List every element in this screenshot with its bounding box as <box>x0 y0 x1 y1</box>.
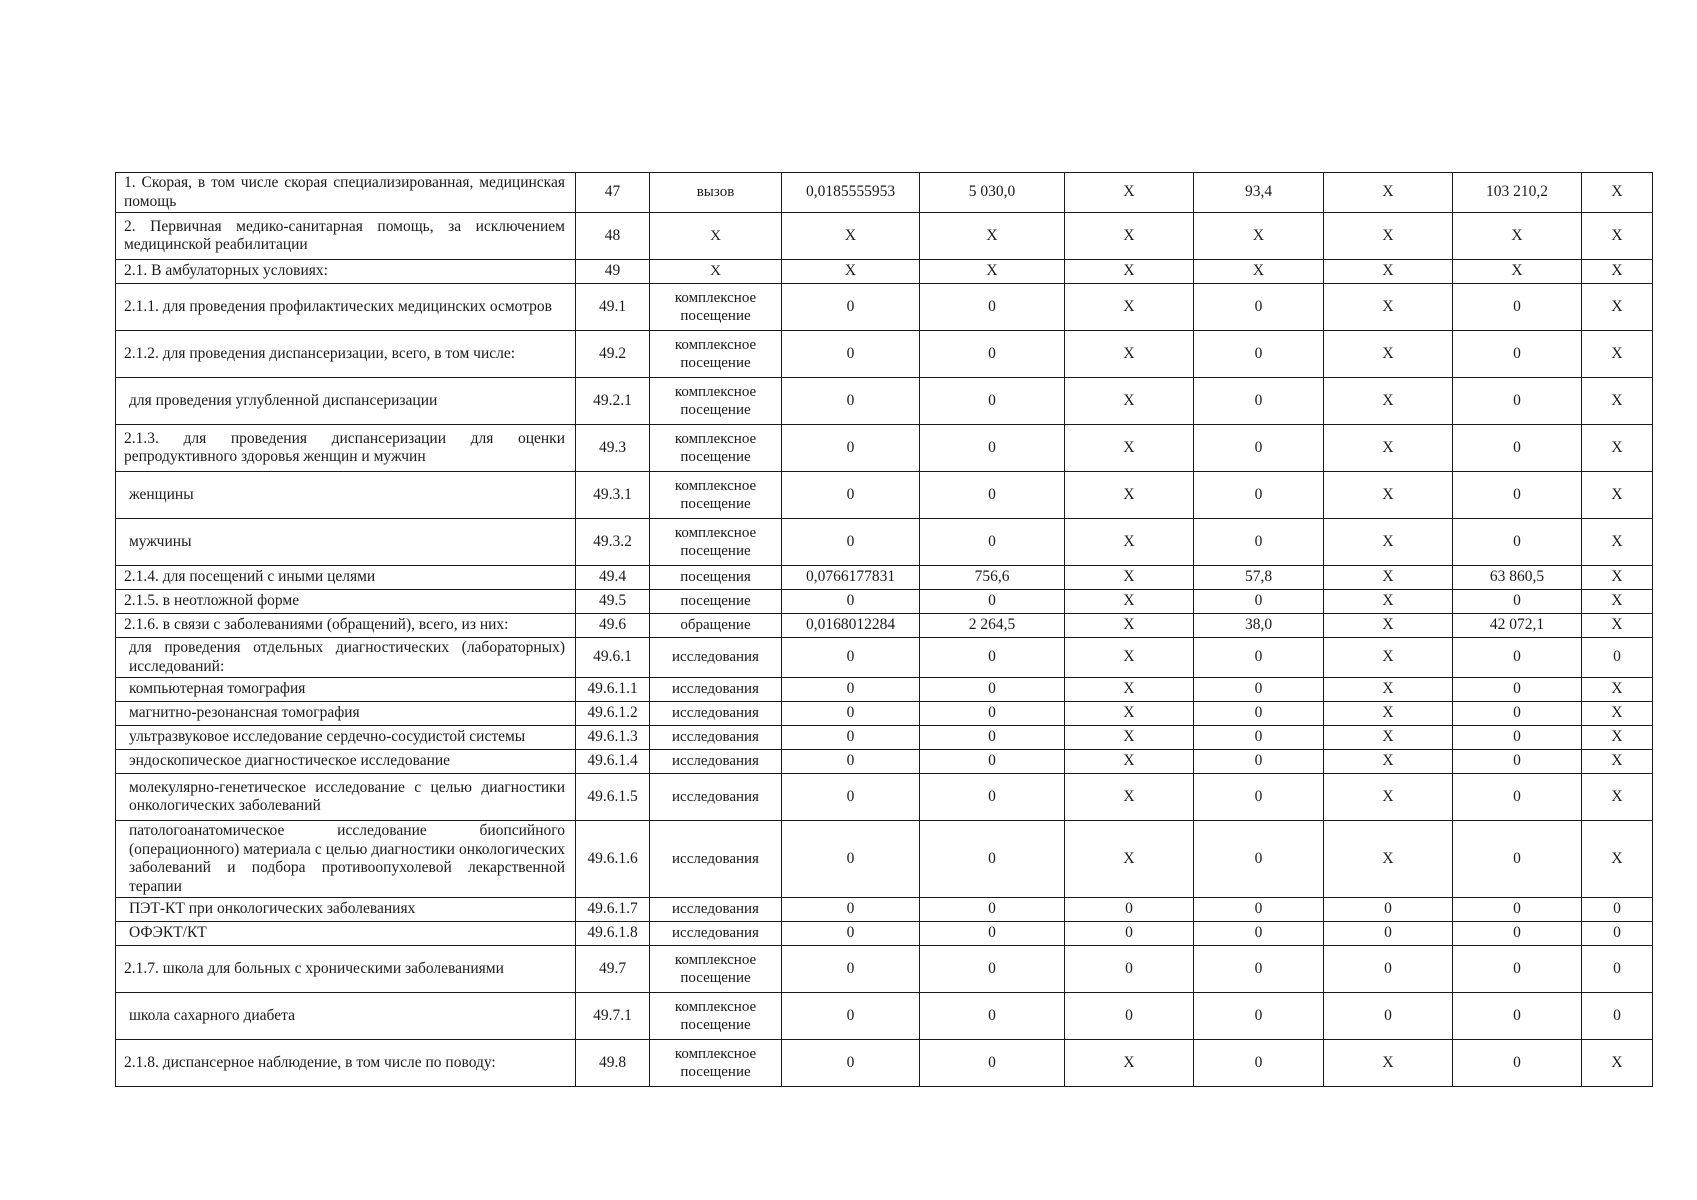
row-number-cell: 49.3 <box>576 425 650 472</box>
value-cell-6: X <box>1453 213 1582 260</box>
value-cell-6: 0 <box>1453 750 1582 774</box>
row-name-cell: женщины <box>116 472 576 519</box>
row-name-cell: 2. Первичная медико-санитарная помощь, за исключением медицинской реабилитации <box>116 213 576 260</box>
value-cell-5: X <box>1324 331 1453 378</box>
value-cell-7: X <box>1582 774 1653 821</box>
value-cell-2: 5 030,0 <box>920 173 1065 213</box>
value-cell-7: X <box>1582 1040 1653 1087</box>
value-cell-4: 0 <box>1194 425 1324 472</box>
value-cell-3: 0 <box>1065 993 1194 1040</box>
unit-cell: исследования <box>650 638 782 678</box>
row-name-cell: 2.1.5. в неотложной форме <box>116 590 576 614</box>
row-number-cell: 49.7.1 <box>576 993 650 1040</box>
value-cell-1: 0 <box>782 678 920 702</box>
value-cell-7: X <box>1582 173 1653 213</box>
unit-cell: комплексное посещение <box>650 519 782 566</box>
value-cell-4: 57,8 <box>1194 566 1324 590</box>
table-row <box>116 1040 1653 1087</box>
value-cell-2: 0 <box>920 993 1065 1040</box>
row-name-cell: мужчины <box>116 519 576 566</box>
table-row <box>116 284 1653 331</box>
row-number-cell: 49.6.1 <box>576 638 650 678</box>
value-cell-1: 0 <box>782 638 920 678</box>
value-cell-7: X <box>1582 260 1653 284</box>
value-cell-3: X <box>1065 638 1194 678</box>
row-name-cell: 2.1.1. для проведения профилактических медицинских осмотров <box>116 284 576 331</box>
row-name-cell: 2.1.4. для посещений с иными целями <box>116 566 576 590</box>
row-name-cell: 2.1.7. школа для больных с хроническими заболеваниями <box>116 946 576 993</box>
value-cell-1: 0 <box>782 1040 920 1087</box>
table-body <box>116 173 1653 1087</box>
value-cell-6: 0 <box>1453 590 1582 614</box>
value-cell-4: 0 <box>1194 946 1324 993</box>
row-name-cell: для проведения отдельных диагностических (лабораторных) исследований: <box>116 638 576 678</box>
value-cell-5: X <box>1324 614 1453 638</box>
value-cell-1: 0 <box>782 946 920 993</box>
table-row <box>116 590 1653 614</box>
table-row <box>116 774 1653 821</box>
row-number-cell: 49.6.1.2 <box>576 702 650 726</box>
row-number-cell: 49.6.1.7 <box>576 898 650 922</box>
row-name-cell: магнитно-резонансная томография <box>116 702 576 726</box>
unit-cell: посещение <box>650 590 782 614</box>
row-number-cell: 49 <box>576 260 650 284</box>
value-cell-7: X <box>1582 284 1653 331</box>
row-name-cell: для проведения углубленной диспансеризации <box>116 378 576 425</box>
value-cell-6: 0 <box>1453 946 1582 993</box>
value-cell-4: 0 <box>1194 331 1324 378</box>
value-cell-6: 0 <box>1453 1040 1582 1087</box>
value-cell-6: 63 860,5 <box>1453 566 1582 590</box>
unit-cell: исследования <box>650 702 782 726</box>
unit-cell: комплексное посещение <box>650 946 782 993</box>
value-cell-1: 0 <box>782 922 920 946</box>
value-cell-2: 0 <box>920 821 1065 898</box>
value-cell-7: X <box>1582 590 1653 614</box>
unit-cell: комплексное посещение <box>650 472 782 519</box>
value-cell-1: 0 <box>782 590 920 614</box>
value-cell-7: 0 <box>1582 993 1653 1040</box>
value-cell-1: 0 <box>782 378 920 425</box>
value-cell-6: 0 <box>1453 774 1582 821</box>
row-name-cell: 2.1.2. для проведения диспансеризации, всего, в том числе: <box>116 331 576 378</box>
row-number-cell: 49.6.1.3 <box>576 726 650 750</box>
unit-cell: исследования <box>650 821 782 898</box>
value-cell-5: X <box>1324 821 1453 898</box>
value-cell-6: 0 <box>1453 331 1582 378</box>
value-cell-4: X <box>1194 213 1324 260</box>
value-cell-3: X <box>1065 260 1194 284</box>
unit-cell: комплексное посещение <box>650 425 782 472</box>
unit-cell: X <box>650 213 782 260</box>
value-cell-7: 0 <box>1582 638 1653 678</box>
row-number-cell: 49.6.1.8 <box>576 922 650 946</box>
row-number-cell: 49.5 <box>576 590 650 614</box>
value-cell-2: 0 <box>920 284 1065 331</box>
medical-volume-table <box>115 172 1653 1087</box>
value-cell-6: 0 <box>1453 678 1582 702</box>
value-cell-2: 0 <box>920 922 1065 946</box>
value-cell-6: 0 <box>1453 425 1582 472</box>
value-cell-3: X <box>1065 173 1194 213</box>
row-number-cell: 49.7 <box>576 946 650 993</box>
value-cell-2: 0 <box>920 638 1065 678</box>
row-name-cell: ОФЭКТ/КТ <box>116 922 576 946</box>
value-cell-3: X <box>1065 750 1194 774</box>
value-cell-2: 0 <box>920 331 1065 378</box>
value-cell-3: X <box>1065 678 1194 702</box>
value-cell-5: X <box>1324 213 1453 260</box>
value-cell-7: X <box>1582 614 1653 638</box>
value-cell-1: 0 <box>782 993 920 1040</box>
value-cell-5: 0 <box>1324 898 1453 922</box>
value-cell-5: 0 <box>1324 993 1453 1040</box>
table-row <box>116 260 1653 284</box>
value-cell-4: 0 <box>1194 702 1324 726</box>
value-cell-2: 0 <box>920 898 1065 922</box>
table-row <box>116 993 1653 1040</box>
row-number-cell: 49.6.1.5 <box>576 774 650 821</box>
unit-cell: исследования <box>650 774 782 821</box>
table-row <box>116 173 1653 213</box>
value-cell-6: 42 072,1 <box>1453 614 1582 638</box>
value-cell-4: 0 <box>1194 821 1324 898</box>
value-cell-4: 0 <box>1194 590 1324 614</box>
value-cell-7: X <box>1582 331 1653 378</box>
table-row <box>116 946 1653 993</box>
table-row <box>116 821 1653 898</box>
value-cell-2: 2 264,5 <box>920 614 1065 638</box>
value-cell-1: 0 <box>782 774 920 821</box>
value-cell-7: X <box>1582 821 1653 898</box>
unit-cell: обращение <box>650 614 782 638</box>
value-cell-6: 0 <box>1453 922 1582 946</box>
value-cell-6: 0 <box>1453 821 1582 898</box>
value-cell-7: 0 <box>1582 922 1653 946</box>
table-row <box>116 750 1653 774</box>
value-cell-4: 0 <box>1194 378 1324 425</box>
unit-cell: X <box>650 260 782 284</box>
value-cell-4: 0 <box>1194 678 1324 702</box>
row-number-cell: 49.6.1.4 <box>576 750 650 774</box>
value-cell-6: 0 <box>1453 472 1582 519</box>
row-number-cell: 49.3.1 <box>576 472 650 519</box>
value-cell-7: X <box>1582 678 1653 702</box>
value-cell-5: X <box>1324 774 1453 821</box>
value-cell-6: 0 <box>1453 638 1582 678</box>
row-name-cell: 2.1.3. для проведения диспансеризации для оценки репродуктивного здоровья женщин и мужчин <box>116 425 576 472</box>
value-cell-2: 0 <box>920 726 1065 750</box>
value-cell-3: X <box>1065 519 1194 566</box>
row-name-cell: 2.1. В амбулаторных условиях: <box>116 260 576 284</box>
value-cell-2: 0 <box>920 678 1065 702</box>
value-cell-2: 0 <box>920 378 1065 425</box>
value-cell-7: X <box>1582 472 1653 519</box>
value-cell-5: X <box>1324 678 1453 702</box>
value-cell-4: 0 <box>1194 284 1324 331</box>
value-cell-5: X <box>1324 566 1453 590</box>
unit-cell: исследования <box>650 898 782 922</box>
value-cell-1: 0 <box>782 726 920 750</box>
value-cell-3: X <box>1065 1040 1194 1087</box>
value-cell-5: X <box>1324 750 1453 774</box>
row-number-cell: 49.6.1.6 <box>576 821 650 898</box>
row-number-cell: 49.2 <box>576 331 650 378</box>
value-cell-5: X <box>1324 284 1453 331</box>
table-row <box>116 519 1653 566</box>
unit-cell: комплексное посещение <box>650 331 782 378</box>
table-row <box>116 614 1653 638</box>
document-page <box>115 172 1652 1087</box>
value-cell-1: X <box>782 260 920 284</box>
row-number-cell: 49.6.1.1 <box>576 678 650 702</box>
value-cell-4: 0 <box>1194 993 1324 1040</box>
value-cell-7: X <box>1582 425 1653 472</box>
value-cell-3: X <box>1065 614 1194 638</box>
value-cell-2: 0 <box>920 774 1065 821</box>
table-row <box>116 678 1653 702</box>
unit-cell: комплексное посещение <box>650 1040 782 1087</box>
value-cell-1: 0 <box>782 472 920 519</box>
table-row <box>116 922 1653 946</box>
value-cell-3: X <box>1065 284 1194 331</box>
value-cell-5: 0 <box>1324 946 1453 993</box>
table-row <box>116 213 1653 260</box>
unit-cell: комплексное посещение <box>650 284 782 331</box>
value-cell-4: 0 <box>1194 726 1324 750</box>
value-cell-1: 0,0766177831 <box>782 566 920 590</box>
value-cell-6: 0 <box>1453 378 1582 425</box>
value-cell-3: X <box>1065 213 1194 260</box>
value-cell-7: 0 <box>1582 898 1653 922</box>
value-cell-6: 0 <box>1453 519 1582 566</box>
value-cell-5: 0 <box>1324 922 1453 946</box>
row-name-cell: 2.1.6. в связи с заболеваниями (обращений), всего, из них: <box>116 614 576 638</box>
value-cell-6: 0 <box>1453 898 1582 922</box>
value-cell-5: X <box>1324 702 1453 726</box>
value-cell-5: X <box>1324 173 1453 213</box>
value-cell-7: X <box>1582 726 1653 750</box>
value-cell-5: X <box>1324 726 1453 750</box>
row-name-cell: компьютерная томография <box>116 678 576 702</box>
value-cell-5: X <box>1324 519 1453 566</box>
value-cell-1: 0 <box>782 750 920 774</box>
value-cell-1: 0 <box>782 284 920 331</box>
row-number-cell: 49.3.2 <box>576 519 650 566</box>
row-name-cell: патологоанатомическое исследование биопсийного (операционного) материала с целью диагностики онкологических заболеваний и подбора противоопухолевой лекарственной терапии <box>116 821 576 898</box>
row-name-cell: 2.1.8. диспансерное наблюдение, в том числе по поводу: <box>116 1040 576 1087</box>
value-cell-7: X <box>1582 750 1653 774</box>
value-cell-4: X <box>1194 260 1324 284</box>
unit-cell: исследования <box>650 750 782 774</box>
value-cell-3: X <box>1065 702 1194 726</box>
row-name-cell: ПЭТ-КТ при онкологических заболеваниях <box>116 898 576 922</box>
value-cell-6: 0 <box>1453 993 1582 1040</box>
value-cell-2: 0 <box>920 425 1065 472</box>
value-cell-3: X <box>1065 821 1194 898</box>
value-cell-5: X <box>1324 1040 1453 1087</box>
value-cell-2: 0 <box>920 472 1065 519</box>
row-name-cell: молекулярно-генетическое исследование с целью диагностики онкологических заболеваний <box>116 774 576 821</box>
value-cell-2: 756,6 <box>920 566 1065 590</box>
value-cell-5: X <box>1324 425 1453 472</box>
value-cell-7: 0 <box>1582 946 1653 993</box>
value-cell-1: 0 <box>782 519 920 566</box>
value-cell-1: X <box>782 213 920 260</box>
row-name-cell: ультразвуковое исследование сердечно-сосудистой системы <box>116 726 576 750</box>
row-name-cell: эндоскопическое диагностическое исследование <box>116 750 576 774</box>
value-cell-4: 0 <box>1194 638 1324 678</box>
table-row <box>116 638 1653 678</box>
row-number-cell: 48 <box>576 213 650 260</box>
value-cell-7: X <box>1582 702 1653 726</box>
value-cell-5: X <box>1324 638 1453 678</box>
value-cell-4: 0 <box>1194 750 1324 774</box>
value-cell-3: X <box>1065 726 1194 750</box>
table-row <box>116 331 1653 378</box>
value-cell-3: X <box>1065 566 1194 590</box>
row-number-cell: 47 <box>576 173 650 213</box>
unit-cell: посещения <box>650 566 782 590</box>
unit-cell: исследования <box>650 678 782 702</box>
value-cell-4: 0 <box>1194 774 1324 821</box>
table-row <box>116 566 1653 590</box>
value-cell-3: 0 <box>1065 922 1194 946</box>
value-cell-4: 38,0 <box>1194 614 1324 638</box>
value-cell-1: 0 <box>782 331 920 378</box>
unit-cell: вызов <box>650 173 782 213</box>
value-cell-4: 0 <box>1194 922 1324 946</box>
value-cell-6: 0 <box>1453 284 1582 331</box>
value-cell-7: X <box>1582 566 1653 590</box>
row-number-cell: 49.4 <box>576 566 650 590</box>
value-cell-1: 0 <box>782 821 920 898</box>
unit-cell: комплексное посещение <box>650 993 782 1040</box>
value-cell-4: 0 <box>1194 519 1324 566</box>
value-cell-2: 0 <box>920 702 1065 726</box>
value-cell-7: X <box>1582 519 1653 566</box>
value-cell-6: 103 210,2 <box>1453 173 1582 213</box>
value-cell-2: 0 <box>920 590 1065 614</box>
value-cell-1: 0 <box>782 898 920 922</box>
value-cell-3: X <box>1065 425 1194 472</box>
value-cell-2: X <box>920 213 1065 260</box>
row-number-cell: 49.1 <box>576 284 650 331</box>
value-cell-1: 0 <box>782 425 920 472</box>
value-cell-1: 0,0185555953 <box>782 173 920 213</box>
value-cell-3: X <box>1065 378 1194 425</box>
unit-cell: исследования <box>650 922 782 946</box>
value-cell-6: 0 <box>1453 726 1582 750</box>
value-cell-1: 0,0168012284 <box>782 614 920 638</box>
table-row <box>116 898 1653 922</box>
row-name-cell: 1. Скорая, в том числе скорая специализированная, медицинская помощь <box>116 173 576 213</box>
table-row <box>116 726 1653 750</box>
row-name-cell: школа сахарного диабета <box>116 993 576 1040</box>
table-row <box>116 378 1653 425</box>
value-cell-2: 0 <box>920 946 1065 993</box>
value-cell-1: 0 <box>782 702 920 726</box>
value-cell-4: 93,4 <box>1194 173 1324 213</box>
unit-cell: исследования <box>650 726 782 750</box>
value-cell-4: 0 <box>1194 1040 1324 1087</box>
value-cell-5: X <box>1324 260 1453 284</box>
value-cell-6: 0 <box>1453 702 1582 726</box>
value-cell-3: 0 <box>1065 946 1194 993</box>
row-number-cell: 49.6 <box>576 614 650 638</box>
value-cell-4: 0 <box>1194 472 1324 519</box>
unit-cell: комплексное посещение <box>650 378 782 425</box>
table-row <box>116 472 1653 519</box>
value-cell-3: X <box>1065 472 1194 519</box>
value-cell-7: X <box>1582 213 1653 260</box>
value-cell-7: X <box>1582 378 1653 425</box>
value-cell-2: X <box>920 260 1065 284</box>
value-cell-5: X <box>1324 378 1453 425</box>
value-cell-2: 0 <box>920 519 1065 566</box>
value-cell-4: 0 <box>1194 898 1324 922</box>
value-cell-3: X <box>1065 774 1194 821</box>
row-number-cell: 49.2.1 <box>576 378 650 425</box>
value-cell-3: 0 <box>1065 898 1194 922</box>
value-cell-2: 0 <box>920 1040 1065 1087</box>
value-cell-2: 0 <box>920 750 1065 774</box>
value-cell-5: X <box>1324 472 1453 519</box>
value-cell-5: X <box>1324 590 1453 614</box>
row-number-cell: 49.8 <box>576 1040 650 1087</box>
value-cell-3: X <box>1065 590 1194 614</box>
value-cell-6: X <box>1453 260 1582 284</box>
table-row <box>116 425 1653 472</box>
table-row <box>116 702 1653 726</box>
value-cell-3: X <box>1065 331 1194 378</box>
